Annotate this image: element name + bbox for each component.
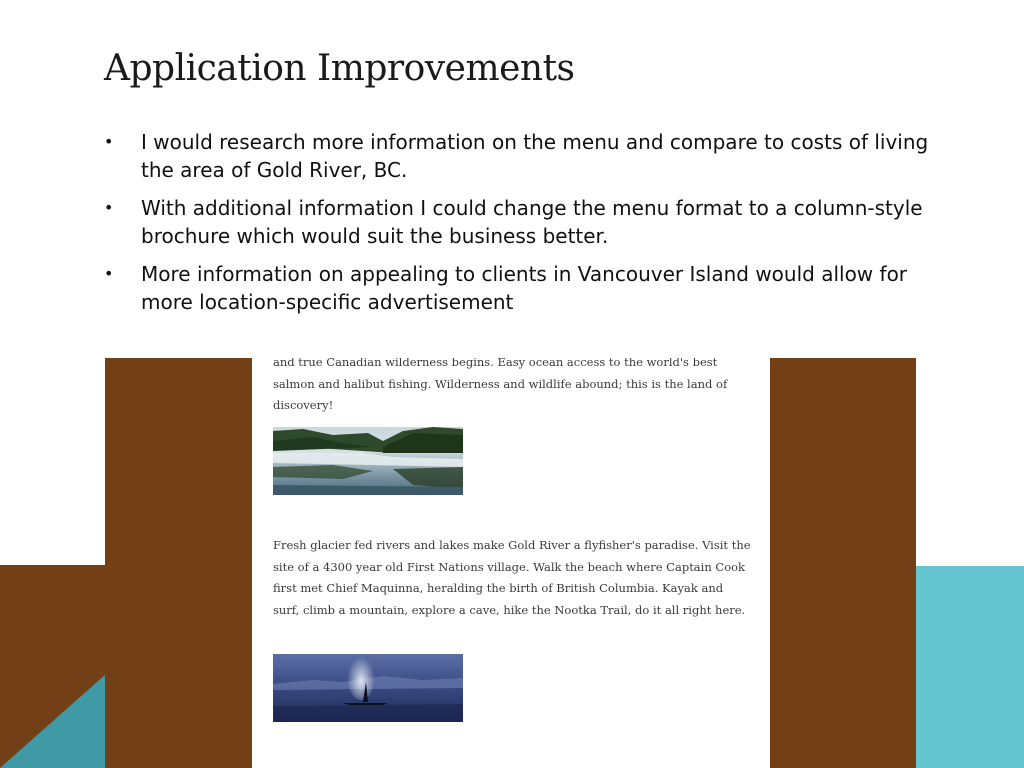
bullet-icon: • <box>104 264 114 283</box>
bullet-item <box>104 260 934 316</box>
bullet-text: With additional information I could change the menu format to a column-style brochure which would suit the business better. <box>141 196 923 248</box>
whale-photo <box>273 654 463 722</box>
bullet-list <box>104 128 934 326</box>
webpage-paragraph: Fresh glacier fed rivers and lakes make Gold River a flyfisher's paradise. Visit the site of a 4300 year old First Nations village. Walk the beach where Captain Cook first met Chief Maquinna, heralding the birth of British Columbia. Kayak and surf, climb a mountain, explore a cave, hike the Nootka Trail, do it all right here. <box>273 538 751 617</box>
decorative-teal-triangle <box>0 674 106 768</box>
bullet-text: More information on appealing to clients in Vancouver Island would allow for more location-specific advertisement <box>141 262 908 314</box>
slide-title: Application Improvements <box>104 48 575 89</box>
decorative-teal-block <box>914 566 1024 768</box>
bullet-icon: • <box>104 198 114 217</box>
webpage-paragraph: and true Canadian wilderness begins. Easy ocean access to the world's best salmon and halibut fishing. Wilderness and wildlife abound; this is the land of discovery! <box>273 358 728 412</box>
bullet-text: I would research more information on the menu and compare to costs of living the area of Gold River, BC. <box>141 130 929 182</box>
bullet-item <box>104 128 934 184</box>
website-screenshot <box>105 358 916 768</box>
bullet-icon: • <box>104 132 114 151</box>
bullet-item <box>104 194 934 250</box>
webpage-content <box>252 358 770 768</box>
lake-photo <box>273 427 463 495</box>
